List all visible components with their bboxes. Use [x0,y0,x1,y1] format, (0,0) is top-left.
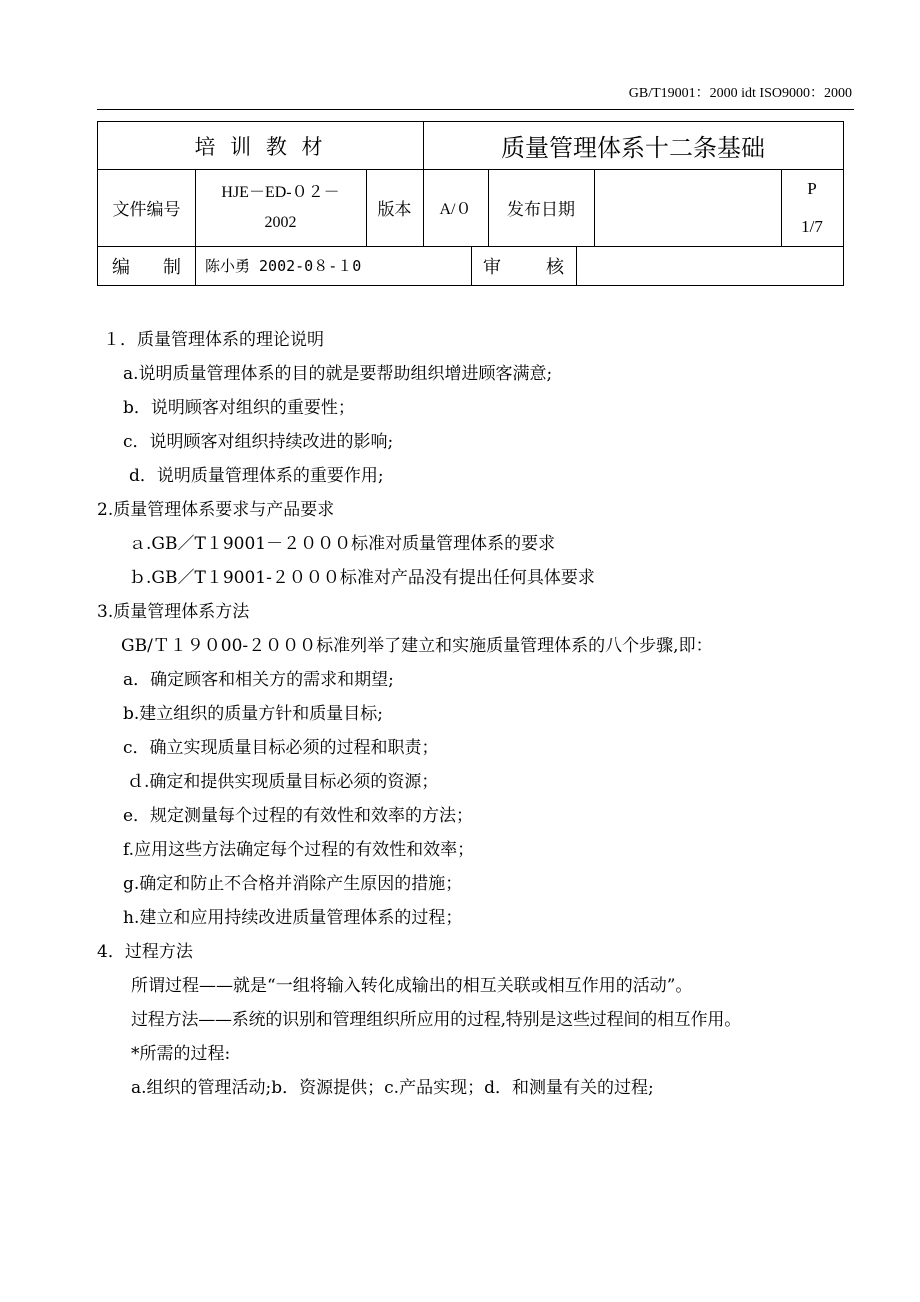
compiler-label-char-2: 制 [163,256,181,278]
file-number-line-1: HJE－ED-０２－ [221,183,340,201]
body-line: c．说明顾客对组织持续改进的影响; [123,432,394,452]
body-line: e．规定测量每个过程的有效性和效率的方法； [123,806,474,826]
compiler-value: 陈小勇 2002-0８-１0 [205,257,362,275]
standard-reference: GB/T19001：2000 idt ISO9000：2000 [628,86,852,101]
body-line: b.建立组织的质量方针和质量目标; [123,704,384,724]
body-line: d．说明质量管理体系的重要作用; [129,466,384,486]
body-line: 所谓过程——就是“一组将输入转化成输出的相互关联或相互作用的活动”。 [131,976,693,996]
release-date-value [594,169,781,246]
page-value: 1/7 [801,216,823,236]
body-line: a.组织的管理活动;b．资源提供；c.产品实现；d．和测量有关的过程; [131,1078,654,1098]
body-line: ｂ.GB／T１9001-２０００标准对产品没有提出任何具体要求 [129,568,595,588]
version-value: A/０ [439,201,472,218]
body-line: b．说明顾客对组织的重要性； [123,398,355,418]
page-number [781,169,843,246]
page-label: P [807,178,817,198]
reviewer-label [471,246,576,285]
body-line: ｄ.确定和提供实现质量目标必须的资源； [127,772,439,792]
section-heading-4: 4．过程方法 [97,942,193,962]
reviewer-label-char-1: 审 [483,256,501,278]
section-heading-2: 2.质量管理体系要求与产品要求 [97,500,335,520]
body-line: a．确定顾客和相关方的需求和期望; [123,670,394,690]
training-material-label: 培 训 教 材 [194,134,327,159]
release-date-label: 发布日期 [507,200,575,220]
body-line: g.确定和防止不合格并消除产生原因的措施； [123,874,463,894]
body-line: a.说明质量管理体系的目的就是要帮助组织增进顾客满意; [123,364,553,384]
document-title: 质量管理体系十二条基础 [501,134,765,162]
body-line: c．确立实现质量目标必须的过程和职责； [123,738,439,758]
file-number-label: 文件编号 [112,200,181,220]
body-line: *所需的过程: [131,1044,231,1064]
compiler-label [98,246,195,285]
file-number-line-2: 2002 [264,213,297,231]
body-line: h.建立和应用持续改进质量管理体系的过程； [123,908,463,928]
file-number-value [195,169,366,246]
reviewer-value [576,246,843,285]
compiler-label-char-1: 编 [112,256,130,278]
reviewer-label-char-2: 核 [546,256,564,278]
body-line: f.应用这些方法确定每个过程的有效性和效率； [123,840,475,860]
body-line: ａ.GB／T１9001－２０００标准对质量管理体系的要求 [129,534,556,554]
body-line: GB/Ｔ１９０00-２０００标准列举了建立和实施质量管理体系的八个步骤,即： [121,636,713,656]
document-header-table [97,121,844,286]
header-rule [97,109,854,110]
body-line: 过程方法——系统的识别和管理组织所应用的过程,特别是这些过程间的相互作用。 [131,1010,742,1030]
section-heading-3: 3.质量管理体系方法 [97,602,250,622]
version-label: 版本 [377,200,412,220]
section-heading-1: １．质量管理体系的理论说明 [103,330,324,350]
